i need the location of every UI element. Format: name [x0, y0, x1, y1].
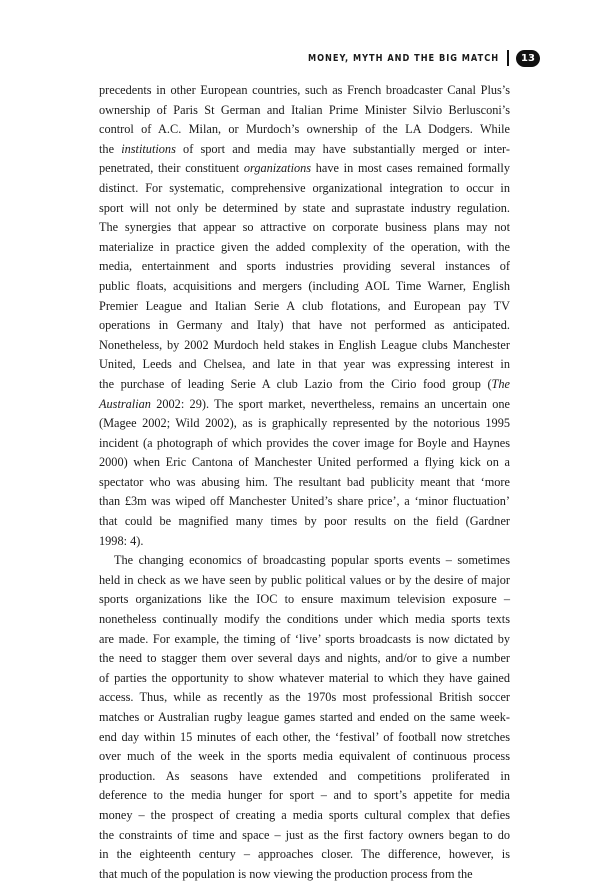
text-line: than £3m was wiped off Manchester United’s share price’, a ‘minor fluctuation’ — [99, 494, 510, 509]
text-line: money – the prospect of creating a media sports cultural complex that defies — [99, 807, 510, 822]
text-line: Nonetheless, by 2002 Murdoch held stakes in English League clubs Manchester — [99, 337, 510, 352]
text-line: held in check as we have seen by public political values or by the desire of major — [99, 572, 510, 587]
text-line: the need to stagger them over several days and nights, and/or to give a number — [99, 651, 510, 666]
text-line: United, Leeds and Chelsea, and late in that year was expressing interest in — [99, 357, 510, 372]
text-line: ownership of Paris St German and Italian Prime Minister Silvio Berlusconi’s — [99, 102, 510, 117]
text-line: of parties the opportunity to show whatever material to which they have gained — [99, 670, 510, 685]
text-line: control of A.C. Milan, or Murdoch’s ownership of the LA Dodgers. While — [99, 122, 510, 137]
text-line: the institutions of sport and media may have substantially merged or inter- — [99, 141, 510, 156]
text-line: sport will not only be determined by state and suprastate industry regulation. — [99, 200, 510, 215]
text-line: public floats, acquisitions and mergers (including AOL Time Warner, English — [99, 278, 510, 293]
text-line: Premier League and Italian Serie A club flotations, and European pay TV — [99, 298, 510, 313]
page-number-badge: 13 — [516, 50, 540, 67]
text-line: the purchase of leading Serie A club Lazio from the Cirio food group (The — [99, 376, 510, 391]
text-line: matches or Australian rugby league games started and ended on the same week- — [99, 710, 510, 724]
text-line: 2000) when Eric Cantona of Manchester United performed a flying kick on a — [99, 455, 510, 470]
text-line: access. Thus, while as recently as the 1970s most professional British soccer — [99, 690, 510, 705]
text-line: 1998: 4). — [99, 533, 144, 548]
header-divider — [507, 50, 509, 66]
text-line: production. As seasons have extended and competitions proliferated in — [99, 768, 510, 783]
text-line: distinct. For systematic, comprehensive organizational integration to occur in — [99, 180, 510, 195]
text-line: penetrated, their constituent organizations have in most cases remained formally — [99, 161, 510, 176]
text-line: are made. For example, the timing of ‘live’ sports broadcasts is now dictated by — [99, 631, 510, 646]
running-title: MONEY, MYTH AND THE BIG MATCH — [307, 52, 499, 64]
body-text — [99, 81, 510, 884]
text-line: deference to the media hunger for sport – and to sport’s appetite for media — [99, 788, 510, 803]
text-line: The changing economics of broadcasting popular sports events – sometimes — [114, 553, 510, 568]
text-line: The synergies that appear so attractive on corporate business plans may not — [99, 220, 510, 235]
text-line: nonetheless continually modify the conditions under which media sports texts — [99, 612, 510, 627]
text-line: that could be magnified many times by poor results on the field (Gardner — [99, 514, 510, 529]
text-line: operations in Germany and Italy) that have not performed as anticipated. — [99, 318, 510, 333]
text-line: (Magee 2002; Wild 2002), as is graphically represented by the notorious 1995 — [99, 416, 510, 431]
text-line: precedents in other European countries, such as French broadcaster Canal Plus’s — [99, 83, 510, 97]
text-line: sports organizations like the IOC to ensure maximum television exposure – — [99, 592, 510, 607]
text-line: over much of the week in the sports media equivalent of continuous process — [99, 749, 510, 764]
paragraph — [99, 81, 510, 551]
text-line: Australian 2002: 29). The sport market, nevertheless, remains an uncertain one — [99, 396, 510, 411]
text-line: spectator who was abusing him. The resultant bad publicity meant that ‘more — [99, 474, 510, 489]
text-line: that much of the population is now viewing the production process from the — [99, 866, 473, 881]
text-line: in the eighteenth century – approaches closer. The difference, however, is — [99, 847, 510, 862]
text-line: the constraints of time and space – just as the first factory owners began to do — [99, 827, 510, 842]
paragraph — [99, 551, 510, 884]
text-line: end day within 15 minutes of each other, the ‘festival’ of football now stretches — [99, 729, 510, 744]
text-line: materialize in practice given the added complexity of the operation, with the — [99, 239, 510, 254]
text-line: media, entertainment and sports industries providing several instances of — [99, 259, 510, 274]
running-head — [266, 47, 540, 69]
text-line: incident (a photograph of which provides the cover image for Boyle and Haynes — [99, 435, 510, 450]
